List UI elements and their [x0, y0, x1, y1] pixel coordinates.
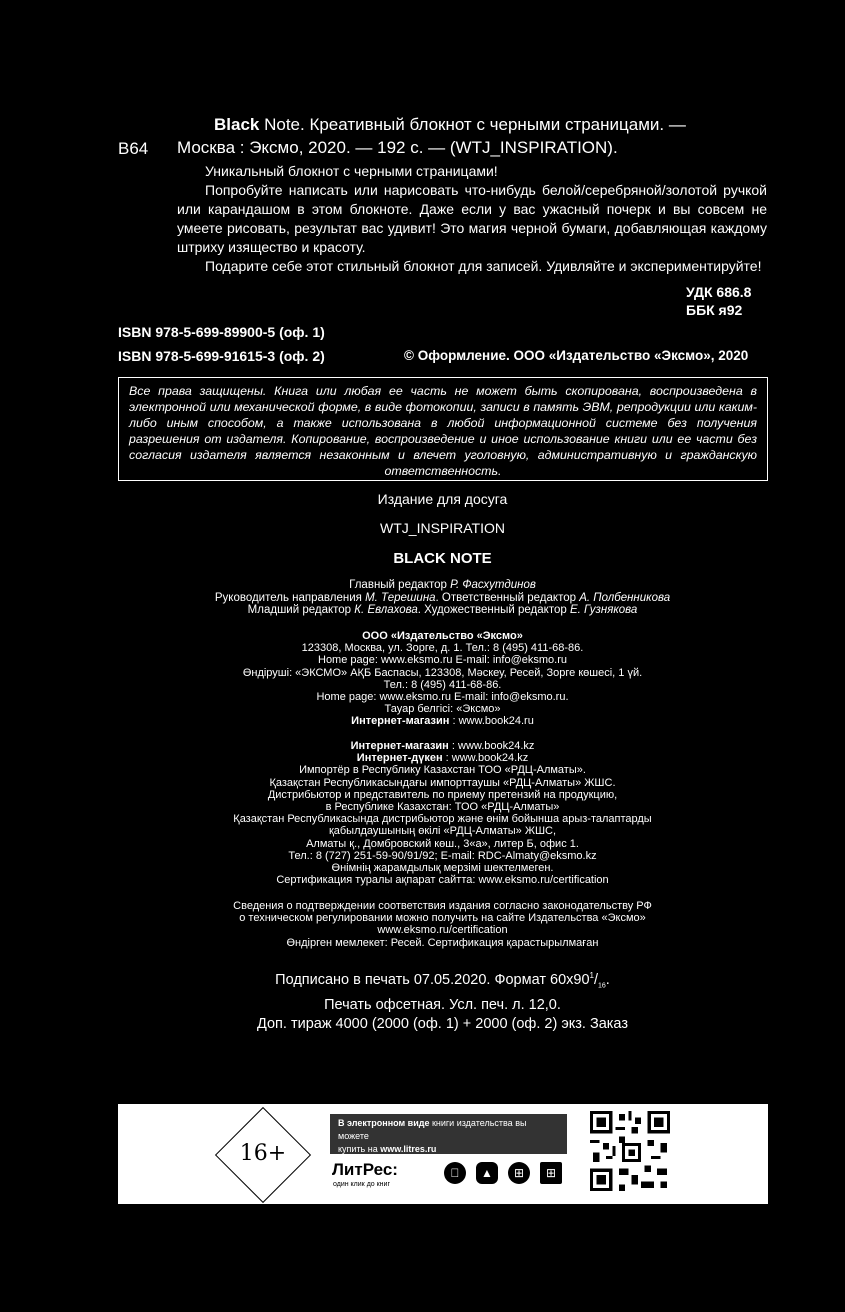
resp-editor-name: А. Полбенникова — [579, 591, 671, 604]
cert-line: www.eksmo.ru/certification — [377, 924, 508, 937]
certification-block — [140, 900, 745, 949]
format-end: . — [605, 971, 610, 988]
head-editor-label: Руководитель направления — [214, 591, 366, 604]
junior-editor-name: К. Евлахова — [354, 604, 418, 617]
catalog-code: В64 — [118, 139, 149, 158]
format-sup: 1 — [589, 971, 594, 980]
art-editor-label: . Художественный редактор — [417, 604, 570, 617]
shop-duken-label: Интернет-дүкен — [356, 752, 443, 765]
publisher-line: Тауар белгісі: «Эксмо» — [384, 703, 501, 716]
apple-icon — [444, 1162, 466, 1184]
catalog-title — [214, 113, 774, 137]
litres-banner-buy: купить на — [338, 1144, 381, 1154]
editors-block — [140, 579, 745, 617]
annotation-paragraph: Подарите себе этот стильный блокнот для записей. Удивляйте и экспериментируйте! — [205, 258, 762, 274]
kz-line: Импортёр в Республику Казахстан ТОО «РДЦ-Алматы». — [299, 764, 586, 777]
series-name: WTJ_INSPIRATION — [380, 520, 505, 536]
shop-ru-value: : www.book24.ru — [449, 715, 534, 728]
imprint-block — [140, 966, 745, 1034]
junior-editor — [140, 604, 745, 617]
publisher-line: Өндіруші: «ЭКСМО» АҚБ Баспасы, 123308, Мәскеу, Ресей, Зорге көшесі, 1 үй. — [242, 666, 643, 679]
age-rating: 16+ — [239, 1141, 287, 1166]
chief-editor-label: Главный редактор — [349, 579, 451, 591]
catalog-title-rest: Note. Креативный блокнот с черными страницами. — — [259, 115, 686, 134]
imprint-signed: Подписано в печать 07.05.2020. Формат 60x90 — [275, 971, 590, 988]
annotation-paragraph: Уникальный блокнот с черными страницами! — [205, 163, 498, 179]
litres-banner-rest: книги издательства вы можете — [338, 1118, 527, 1141]
chief-editor-name: Р. Фасхутдинов — [450, 579, 536, 591]
kz-line: Қазақстан Республикасындағы импорттаушы «РДЦ-Алматы» ЖШС. — [269, 776, 616, 789]
cert-line: Сведения о подтверждении соответствия издания согласно законодательству РФ — [233, 900, 652, 912]
catalog-annotation — [177, 162, 767, 276]
format-sub: 16 — [598, 982, 606, 990]
format-slash: / — [593, 971, 598, 988]
litres-site[interactable]: www.litres.ru — [380, 1144, 437, 1154]
shop-kz — [140, 740, 745, 752]
windows-phone-icon: ⊞ — [508, 1162, 530, 1184]
litres-banner — [330, 1114, 567, 1154]
litres-banner-line-2 — [338, 1143, 559, 1156]
kz-line: Тел.: 8 (727) 251-59-90/91/92; E-mail: RDC-Almaty@eksmo.kz — [288, 849, 597, 862]
shop-kz-label: Интернет-магазин — [350, 740, 449, 752]
kz-line: Дистрибьютор и представитель по приему претензий на продукцию, — [267, 788, 618, 801]
shop-duken-value: : www.book24.kz — [442, 752, 529, 765]
catalog-publication-line: Москва : Эксмо, 2020. — 192 с. — (WTJ_INSPIRATION). — [177, 138, 618, 157]
publisher-line: Home page: www.eksmo.ru E-mail: info@eksmo.ru. — [316, 691, 569, 704]
cert-line: Өндірген мемлекет: Ресей. Сертификация қарастырылмаған — [286, 936, 599, 949]
shop-kz-value: : www.book24.kz — [448, 740, 535, 752]
kz-block — [140, 740, 745, 886]
android-icon: ▲ — [476, 1162, 498, 1184]
imprint-line-3: Доп. тираж 4000 (2000 (оф. 1) + 2000 (оф. 2) экз. Заказ — [257, 1015, 628, 1032]
shop-ru-label: Интернет-магазин — [351, 715, 450, 728]
udk-code: УДК 686.8 — [686, 284, 752, 300]
catalog-title-bold: Black — [214, 115, 260, 134]
windows-icon: ⊞ — [540, 1162, 562, 1184]
publisher-line: Тел.: 8 (495) 411-68-86. — [383, 678, 502, 691]
litres-banner-bold: В электронном виде — [338, 1118, 430, 1128]
shop-ru — [140, 715, 745, 727]
imprint-line-2: Печать офсетная. Усл. печ. л. 12,0. — [324, 996, 561, 1013]
publisher-line: 123308, Москва, ул. Зорге, д. 1. Тел.: 8 (495) 411-68-86. — [301, 642, 584, 655]
shop-duken — [140, 752, 745, 764]
art-editor-name: Е. Гузнякова — [569, 604, 638, 617]
chief-editor — [140, 579, 745, 592]
bbk-code: ББК я92 — [686, 302, 743, 318]
isbn-2: ISBN 978-5-699-91615-3 (оф. 2) — [118, 348, 325, 364]
app-store-icons — [444, 1162, 562, 1184]
resp-editor-label: . Ответственный редактор — [435, 591, 580, 604]
kz-line: в Республике Казахстан: ТОО «РДЦ-Алматы» — [325, 801, 560, 814]
imprint-line-1 — [140, 966, 745, 996]
isbn-1: ISBN 978-5-699-89900-5 (оф. 1) — [118, 324, 325, 340]
litres-slogan: один клик до книг — [333, 1181, 391, 1188]
publisher-line: Home page: www.eksmo.ru E-mail: info@eksmo.ru — [318, 654, 567, 667]
kz-line: Өнімнің жарамдылық мерзімі шектелмеген. — [331, 862, 554, 875]
qr-code-icon — [590, 1111, 670, 1191]
head-editor — [140, 592, 745, 605]
rights-notice: Все права защищены. Книга или любая ее часть не может быть скопирована, воспроизведена в электронной или механической форме, в виде фотокопии, записи в память ЭВМ, репродукции или каким-либо иным способом, а также использована в любой информационной системе без получения разрешения от издателя. Копирование, воспроизведение и иное использование книги или ее части без согласия издателя является незаконным и влечет уголовную, административную и гражданскую ответственность. — [118, 377, 768, 481]
litres-banner-line-1 — [338, 1117, 559, 1143]
design-copyright: © Оформление. ООО «Издательство «Эксмо», 2020 — [404, 348, 749, 363]
annotation-paragraph: Попробуйте написать или нарисовать что-нибудь белой/серебряной/золотой ручкой или карандашом в этом блокноте. Даже если у вас ужасный почерк и вы совсем не умеете рисовать, результат вас удивит! Это магия черной бумаги, добавляющая каждому штриху изящество и красоту. — [177, 182, 767, 255]
kz-line: қабылдаушының өкілі «РДЦ-Алматы» ЖШС, — [328, 825, 557, 838]
publisher-name: ООО «Издательство «Эксмо» — [362, 630, 523, 642]
book-title: BLACK NOTE — [393, 550, 492, 567]
cert-line: о техническом регулировании можно получить на сайте Издательства «Эксмо» — [239, 912, 646, 925]
kz-line: Сертификация туралы ақпарат сайтта: www.eksmo.ru/certification — [276, 874, 609, 887]
edition-type: Издание для досуга — [377, 491, 508, 507]
junior-editor-label: Младший редактор — [247, 604, 355, 617]
publisher-block — [140, 630, 745, 728]
kz-line: Қазақстан Республикасында дистрибьютор және өнім бойынша арыз-талаптарды — [233, 813, 652, 826]
litres-logo: ЛитРес: — [332, 1160, 398, 1179]
kz-line: Алматы қ., Домбровский көш., 3«а», литер Б, офис 1. — [306, 837, 579, 850]
head-editor-name: М. Терешина — [365, 591, 436, 604]
